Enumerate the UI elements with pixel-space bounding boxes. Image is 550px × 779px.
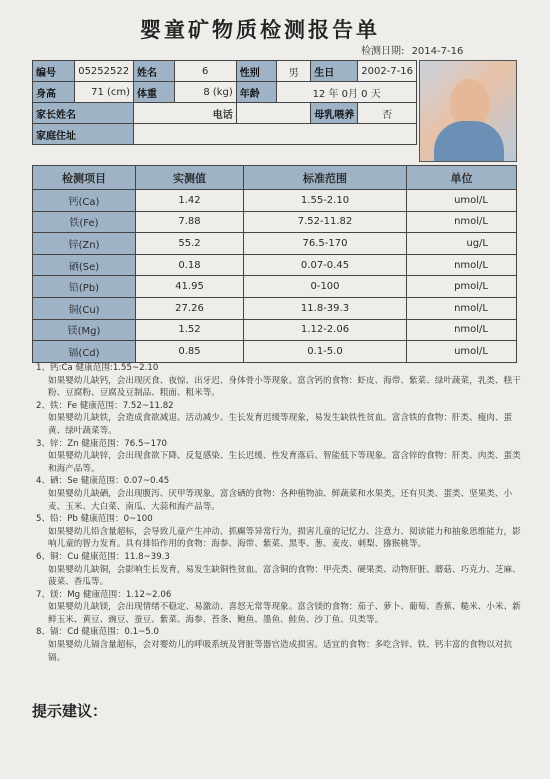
table-row (33, 190, 517, 212)
note-body: 如果婴幼儿缺锌，会出现食欲下降、反复感染、生长迟缓、性发育落后、智能低下等现象。富含锌的食物：肝类、肉类、蛋类和海产品等。 (48, 451, 521, 474)
table-row (33, 297, 517, 319)
note-heading: 3、锌：Zn 健康范围：76.5~170 (36, 438, 168, 449)
height-value: 71 (cm) (75, 82, 134, 103)
note-body: 如果婴幼儿缺铜，会影响生长发育，易发生缺铜性贫血。富含铜的食物：甲壳类、硬果类、动物肝脏、蘑菇、巧克力、芝麻、菠菜、香瓜等。 (48, 564, 521, 588)
unit-cell: pmol/L (407, 276, 517, 298)
item-cell: 铅(Pb) (33, 276, 136, 298)
weight-label: 体重 (134, 82, 175, 103)
unit-cell: nmol/L (407, 211, 517, 233)
breastfeeding-value: 否 (358, 103, 417, 124)
range-cell: 11.8-39.3 (244, 297, 407, 319)
age-label: 年龄 (236, 82, 277, 103)
range-cell: 7.52-11.82 (244, 211, 407, 233)
range-cell: 76.5-170 (244, 233, 407, 255)
id-label: 编号 (33, 61, 75, 82)
range-cell: 0-100 (244, 276, 407, 298)
note-heading: 8、镉：Cd 健康范围：0.1~5.0 (36, 627, 159, 638)
note-body: 如果婴幼儿缺硒，会出现腹泻、厌甲等现象。富含硒的食物：各种植物油、鲜蔬菜和水果类，还有贝类、蛋类、坚果类、小麦、玉米、大白菜、南瓜、大蒜和海产品等。 (48, 488, 513, 512)
note-body: 如果婴幼儿铅含量超标，会导致儿童产生冲动、抓癫等异常行为，损害儿童的记忆力、注意力、阅读能力和抽象思维能力，影响儿童的智力发育。具有排铅作用的食物：海参、海带、紫菜、黑枣、葱、麦皮、刺梨、猕猴桃等。 (48, 526, 521, 550)
test-date-value: 2014-7-16 (411, 46, 464, 57)
unit-cell: nmol/L (407, 319, 517, 341)
value-cell: 27.26 (136, 297, 244, 319)
table-row (33, 319, 517, 341)
item-cell: 锌(Zn) (33, 233, 136, 255)
phone-value (236, 103, 310, 124)
child-photo (419, 60, 517, 162)
weight-value: 8 (kg) (174, 82, 236, 103)
col-value-header: 实测值 (136, 166, 244, 190)
advice-heading: 提示建议： (32, 702, 108, 720)
id-value: 05252522 (75, 61, 134, 82)
col-unit-header: 单位 (407, 166, 517, 190)
birth-value: 2002-7-16 (358, 61, 417, 82)
value-cell: 41.95 (136, 276, 244, 298)
unit-cell: ug/L (407, 233, 517, 255)
gender-value: 男 (277, 61, 311, 82)
unit-cell: nmol/L (407, 254, 517, 276)
patient-info-table (32, 60, 417, 145)
breastfeeding-label: 母乳喂养 (311, 103, 358, 124)
col-item-header: 检测项目 (33, 166, 136, 190)
col-range-header: 标准范围 (244, 166, 407, 190)
address-label: 家庭住址 (33, 124, 134, 145)
parent-name-label: 家长姓名 (33, 103, 134, 124)
item-cell: 铜(Cu) (33, 297, 136, 319)
note-heading: 2、铁：Fe 健康范围：7.52~11.82 (36, 400, 174, 411)
note-body: 如果婴幼儿缺钙，会出现厌食、夜惊、出牙迟、身体骨小等现象。富含钙的食物：虾皮、海带、紫菜、绿叶蔬菜，乳类、糕干粉、豆腐粉、豆腐及豆制品、粗面、粗米等。 (48, 375, 521, 399)
item-cell: 硒(Se) (33, 254, 136, 276)
note-heading: 7、镁：Mg 健康范围：1.12~2.06 (36, 589, 172, 600)
mineral-notes (34, 362, 524, 664)
results-table (32, 165, 517, 363)
name-label: 姓名 (134, 61, 175, 82)
table-row (33, 276, 517, 298)
range-cell: 1.12-2.06 (244, 319, 407, 341)
table-row (33, 341, 517, 363)
value-cell: 1.52 (136, 319, 244, 341)
unit-cell: umol/L (407, 190, 517, 212)
note-body: 如果婴幼儿镉含量超标，会对婴幼儿的呼吸系统及肾脏等器官造成损害。适宜的食物：多吃含锌、铁、钙丰富的食物以对抗镉。 (48, 640, 513, 663)
child-shirt (434, 121, 504, 161)
note-body: 如果婴幼儿缺铁，会造成食欲减退、活动减少、生长发育迟缓等现象，易发生缺铁性贫血。富含铁的食物：肝类、瘦肉、蛋黄、绿叶蔬菜等。 (48, 413, 513, 436)
name-value: 6 (174, 61, 236, 82)
table-row (33, 254, 517, 276)
value-cell: 0.85 (136, 341, 244, 363)
age-value: 12 年 0月 0 天 (277, 82, 417, 103)
range-cell: 1.55-2.10 (244, 190, 407, 212)
item-cell: 镉(Cd) (33, 341, 136, 363)
value-cell: 7.88 (136, 211, 244, 233)
address-value (134, 124, 417, 145)
birth-label: 生日 (311, 61, 358, 82)
unit-cell: nmol/L (407, 297, 517, 319)
range-cell: 0.07-0.45 (244, 254, 407, 276)
value-cell: 1.42 (136, 190, 244, 212)
table-row (33, 211, 517, 233)
item-cell: 铁(Fe) (33, 211, 136, 233)
note-heading: 4、硒：Se 健康范围：0.07~0.45 (36, 476, 170, 487)
range-cell: 0.1-5.0 (244, 341, 407, 363)
height-label: 身高 (33, 82, 75, 103)
test-date-label: 检测日期: (361, 46, 405, 57)
value-cell: 55.2 (136, 233, 244, 255)
note-heading: 1、钙:Ca 健康范围:1.55~2.10 (36, 363, 159, 373)
test-date (357, 42, 463, 57)
unit-cell: umol/L (407, 341, 517, 363)
report-title: 婴童矿物质检测报告单 (140, 18, 380, 42)
item-cell: 镁(Mg) (33, 319, 136, 341)
value-cell: 0.18 (136, 254, 244, 276)
note-body: 如果婴幼儿缺镁，会出现情绪不稳定、易激动、喜怒无常等现象。富含镁的食物：茄子、萝卜、葡萄、香蕉、糙米、小米、新鲜玉米、黄豆、豌豆、蚕豆、紫菜、海参、苔条、鲍鱼、墨鱼、鲑鱼、沙丁鱼、贝类等。 (48, 602, 521, 625)
item-cell: 钙(Ca) (33, 190, 136, 212)
table-row (33, 233, 517, 255)
phone-label: 电话 (134, 103, 237, 124)
note-heading: 5、铅：Pb 健康范围：0~100 (36, 514, 153, 525)
note-heading: 6、铜：Cu 健康范围：11.8~39.3 (36, 551, 170, 562)
gender-label: 性别 (236, 61, 277, 82)
